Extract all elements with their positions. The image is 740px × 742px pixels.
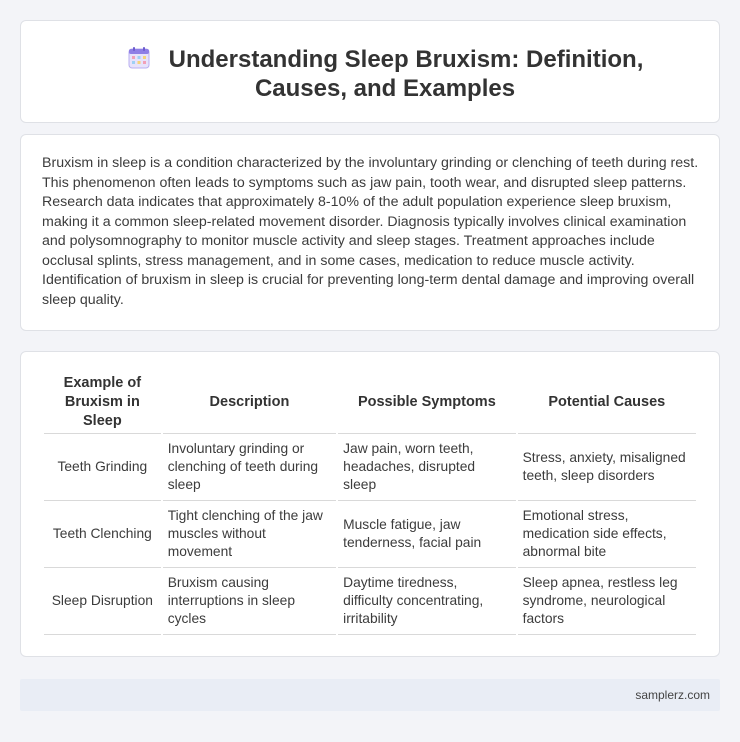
cell-symptoms: Muscle fatigue, jaw tenderness, facial pain bbox=[338, 501, 515, 568]
calendar-icon bbox=[127, 46, 151, 70]
cell-description: Bruxism causing interruptions in sleep cycles bbox=[163, 568, 336, 635]
page-title-text: Understanding Sleep Bruxism: Definition, Causes, and Examples bbox=[168, 46, 644, 102]
table-header-row bbox=[44, 372, 696, 434]
cell-description: Involuntary grinding or clenching of teeth during sleep bbox=[163, 434, 336, 501]
cell-symptoms: Jaw pain, worn teeth, headaches, disrupted sleep bbox=[338, 434, 515, 501]
bruxism-table bbox=[42, 372, 698, 635]
page-title bbox=[81, 45, 689, 103]
table-row bbox=[44, 568, 696, 635]
footer-site-link[interactable]: samplerz.com bbox=[635, 688, 710, 702]
header-symptoms: Possible Symptoms bbox=[338, 372, 515, 434]
intro-paragraph: Bruxism in sleep is a condition characterized by the involuntary grinding or clenching of teeth during rest. This phenomenon often leads to symptoms such as jaw pain, tooth wear, and disrupted sleep patterns. Research data indicates that approximately 8-10% of the adult population experience sleep bruxism, making it a common sleep-related movement disorder. Diagnosis typically involves clinical examination and polysomnography to monitor muscle activity and sleep stages. Treatment approaches include occlusal splints, stress management, and in some cases, medication to reduce muscle activity. Identification of bruxism in sleep is crucial for preventing long-term dental damage and improving overall sleep quality. bbox=[42, 155, 699, 308]
cell-causes: Sleep apnea, restless leg syndrome, neurological factors bbox=[518, 568, 696, 635]
intro-card bbox=[20, 134, 720, 331]
cell-description: Tight clenching of the jaw muscles without movement bbox=[163, 501, 336, 568]
title-card bbox=[20, 20, 720, 123]
cell-example: Sleep Disruption bbox=[44, 568, 161, 635]
header-causes: Potential Causes bbox=[518, 372, 696, 434]
cell-symptoms: Daytime tiredness, difficulty concentrating, irritability bbox=[338, 568, 515, 635]
table-card bbox=[20, 351, 720, 657]
table-row bbox=[44, 501, 696, 568]
cell-causes: Stress, anxiety, misaligned teeth, sleep disorders bbox=[518, 434, 696, 501]
header-description: Description bbox=[163, 372, 336, 434]
header-example: Example of Bruxism in Sleep bbox=[44, 372, 161, 434]
cell-example: Teeth Grinding bbox=[44, 434, 161, 501]
cell-causes: Emotional stress, medication side effects, abnormal bite bbox=[518, 501, 696, 568]
footer-bar bbox=[20, 679, 720, 711]
table-row bbox=[44, 434, 696, 501]
cell-example: Teeth Clenching bbox=[44, 501, 161, 568]
